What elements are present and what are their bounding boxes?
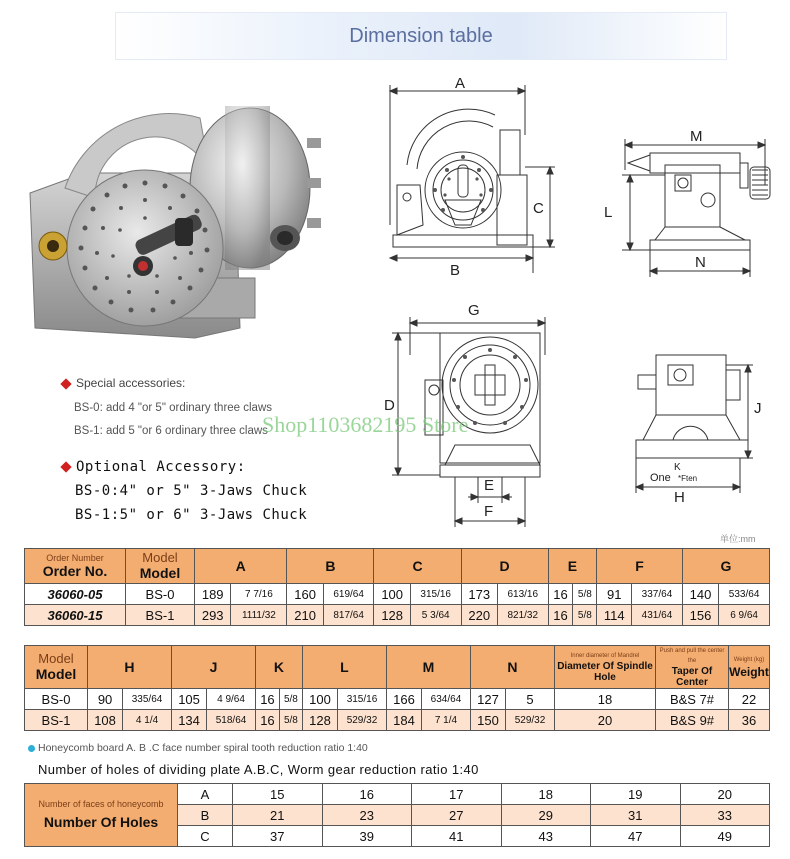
value-cell: 23 [322, 805, 412, 826]
model-cell: BS-0 [126, 584, 195, 605]
value-cell: 100 [374, 584, 410, 605]
dim-label-k: K [674, 462, 681, 473]
face-cell: C [178, 826, 233, 847]
dim-label-f: F [484, 503, 494, 520]
value-cell: 220 [461, 605, 497, 626]
value-cell: 16 [322, 784, 412, 805]
col-header-l: L [302, 646, 386, 689]
value-cell: 315/16 [410, 584, 461, 605]
value-cell: 33 [680, 805, 770, 826]
value-cell: 529/32 [506, 710, 555, 731]
col-header-n: N [470, 646, 554, 689]
value-cell: 140 [682, 584, 718, 605]
bullet-dot-icon [28, 745, 35, 752]
value-cell: 315/16 [338, 689, 387, 710]
dim-label-h: H [674, 489, 685, 505]
holes-label-header: Number of faces of honeycomb Number Of Holes [25, 784, 178, 847]
value-cell: 105 [171, 689, 206, 710]
spindle-hole-cell: 20 [555, 710, 656, 731]
value-cell: 15 [233, 784, 323, 805]
special-accessory-bs0: BS-0: add 4 "or 5" ordinary three claws [74, 402, 273, 414]
value-cell: 7 1/4 [422, 710, 471, 731]
model-header: Model Model [25, 646, 88, 689]
value-cell: 156 [682, 605, 718, 626]
col-header-j: J [171, 646, 255, 689]
table-header-row [25, 646, 770, 689]
special-accessory-bs1: BS-1: add 5 "or 6 ordinary three claws [74, 425, 268, 437]
dim-label-e: E [484, 477, 495, 494]
value-cell: 529/32 [338, 710, 387, 731]
bullet-diamond-icon [60, 461, 71, 472]
table-header-row [25, 549, 770, 584]
order-no-cell: 36060-15 [25, 605, 126, 626]
value-cell: 173 [461, 584, 497, 605]
value-cell: 16 [255, 689, 279, 710]
value-cell: 31 [591, 805, 681, 826]
taper-header: Push and pull the center the Taper Of Center [656, 646, 729, 689]
value-cell: 5/8 [279, 710, 302, 731]
bullet-diamond-icon [60, 378, 71, 389]
value-cell: 1111/32 [231, 605, 287, 626]
table-row [25, 689, 770, 710]
value-cell: 6 9/64 [719, 605, 770, 626]
taper-cell: B&S 9# [656, 710, 729, 731]
honeycomb-note: Honeycomb board A. B .C face number spiral tooth reduction ratio 1:40 [28, 742, 368, 754]
weight-cell: 22 [729, 689, 770, 710]
dimension-table-1 [24, 548, 770, 626]
value-cell: 47 [591, 826, 681, 847]
dim-note-one: One [650, 472, 671, 484]
col-header-b: B [287, 549, 374, 584]
value-cell: 189 [195, 584, 231, 605]
col-header-m: M [386, 646, 470, 689]
value-cell: 619/64 [323, 584, 374, 605]
value-cell: 37 [233, 826, 323, 847]
face-cell: A [178, 784, 233, 805]
honeycomb-subtitle: Number of holes of dividing plate A.B.C, Worm gear reduction ratio 1:40 [38, 762, 479, 777]
value-cell: 5/8 [279, 689, 302, 710]
value-cell: 821/32 [497, 605, 548, 626]
value-cell: 7 7/16 [231, 584, 287, 605]
header-banner [115, 12, 727, 60]
value-cell: 817/64 [323, 605, 374, 626]
value-cell: 114 [597, 605, 632, 626]
value-cell: 49 [680, 826, 770, 847]
order-no-cell: 36060-05 [25, 584, 126, 605]
side-view-diagram [600, 125, 780, 280]
spindle-hole-cell: 18 [555, 689, 656, 710]
value-cell: 150 [470, 710, 505, 731]
dim-label-b: B [450, 262, 461, 279]
dim-label-c: C [533, 200, 544, 217]
value-cell: 91 [597, 584, 632, 605]
spindle-hole-header: Inner diameter of Mandrel Diameter Of Spindle Hole [555, 646, 656, 689]
value-cell: 39 [322, 826, 412, 847]
value-cell: 29 [501, 805, 591, 826]
col-header-c: C [374, 549, 461, 584]
value-cell: 16 [255, 710, 279, 731]
dim-label-l: L [604, 204, 613, 221]
value-cell: 4 9/64 [207, 689, 256, 710]
value-cell: 41 [412, 826, 502, 847]
value-cell: 43 [501, 826, 591, 847]
dim-label-j: J [754, 400, 762, 417]
value-cell: 134 [171, 710, 206, 731]
model-header: Model Model [126, 549, 195, 584]
optional-accessory-title: Optional Accessory: [62, 459, 246, 475]
weight-header: Weight (kg) Weight [729, 646, 770, 689]
value-cell: 5/8 [573, 605, 597, 626]
value-cell: 128 [374, 605, 410, 626]
value-cell: 634/64 [422, 689, 471, 710]
optional-accessory-bs0: BS-0:4" or 5" 3-Jaws Chuck [75, 483, 308, 499]
unit-label: 单位:mm [720, 534, 756, 544]
dim-label-d: D [384, 397, 395, 414]
value-cell: 335/64 [123, 689, 172, 710]
value-cell: 108 [88, 710, 123, 731]
col-header-h: H [88, 646, 172, 689]
page-title: Dimension table [349, 25, 493, 47]
value-cell: 337/64 [632, 584, 683, 605]
dim-note-ften: *Ften [678, 474, 698, 483]
value-cell: 5 [506, 689, 555, 710]
taper-cell: B&S 7# [656, 689, 729, 710]
col-header-a: A [195, 549, 287, 584]
value-cell: 293 [195, 605, 231, 626]
value-cell: 127 [470, 689, 505, 710]
end-view-diagram [628, 345, 778, 505]
value-cell: 518/64 [207, 710, 256, 731]
table-row [25, 605, 770, 626]
value-cell: 166 [386, 689, 421, 710]
value-cell: 128 [302, 710, 337, 731]
table-row [25, 710, 770, 731]
model-cell: BS-1 [126, 605, 195, 626]
value-cell: 533/64 [719, 584, 770, 605]
value-cell: 4 1/4 [123, 710, 172, 731]
dimension-table-2 [24, 645, 770, 731]
order-no-header: Order Number Order No. [25, 549, 126, 584]
value-cell: 100 [302, 689, 337, 710]
value-cell: 21 [233, 805, 323, 826]
model-cell: BS-0 [25, 689, 88, 710]
dim-label-n: N [695, 254, 706, 271]
dim-label-m: M [690, 128, 703, 145]
value-cell: 90 [88, 689, 123, 710]
table-row [25, 784, 770, 805]
col-header-k: K [255, 646, 302, 689]
dim-label-a: A [455, 75, 466, 92]
store-watermark: Shop1103682195 Store [262, 412, 469, 437]
dim-label-g: G [468, 302, 480, 319]
col-header-f: F [597, 549, 683, 584]
value-cell: 18 [501, 784, 591, 805]
value-cell: 19 [591, 784, 681, 805]
value-cell: 5/8 [573, 584, 597, 605]
col-header-g: G [682, 549, 769, 584]
value-cell: 20 [680, 784, 770, 805]
value-cell: 184 [386, 710, 421, 731]
model-cell: BS-1 [25, 710, 88, 731]
value-cell: 16 [548, 584, 573, 605]
dividing-head-photo [25, 78, 325, 348]
col-header-e: E [548, 549, 597, 584]
value-cell: 27 [412, 805, 502, 826]
value-cell: 210 [287, 605, 323, 626]
value-cell: 613/16 [497, 584, 548, 605]
special-accessories-title: Special accessories: [62, 376, 185, 390]
value-cell: 16 [548, 605, 573, 626]
value-cell: 5 3/64 [410, 605, 461, 626]
table-row [25, 584, 770, 605]
front-view-diagram [385, 75, 560, 285]
optional-accessory-bs1: BS-1:5" or 6" 3-Jaws Chuck [75, 507, 308, 523]
face-cell: B [178, 805, 233, 826]
weight-cell: 36 [729, 710, 770, 731]
value-cell: 160 [287, 584, 323, 605]
value-cell: 431/64 [632, 605, 683, 626]
value-cell: 17 [412, 784, 502, 805]
col-header-d: D [461, 549, 548, 584]
holes-table [24, 783, 770, 847]
